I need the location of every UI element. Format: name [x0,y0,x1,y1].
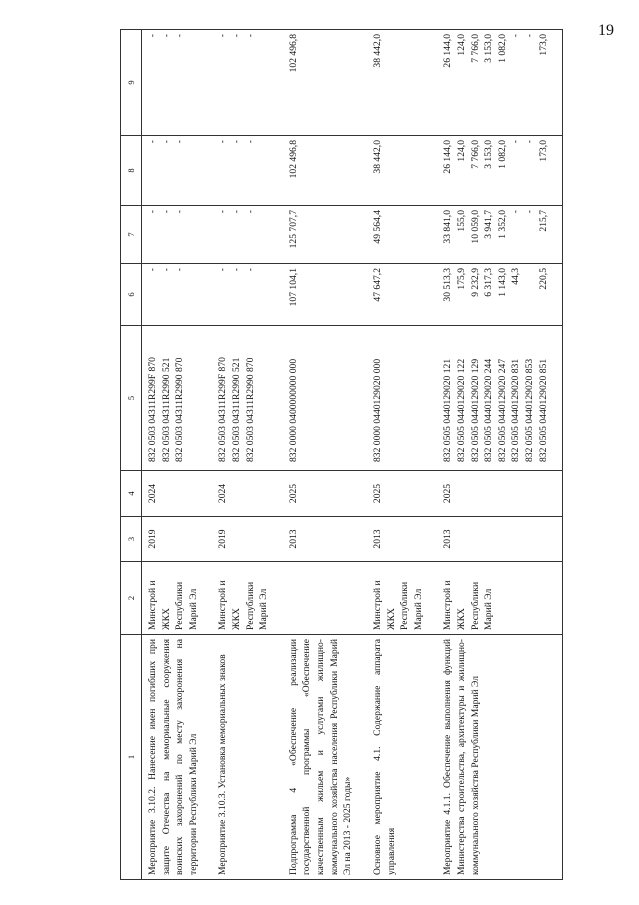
measure-name: Мероприятие 4.1.1. Обеспечение выполнения функций Министерства строительства, архитектуры и жилищно-коммунального хозяйства Республики Марий Эл [442,639,481,875]
page-number: 19 [598,22,614,39]
amount-value: 173,0 [537,34,549,56]
budget-code: 832 0505 0440129020 122 [455,358,467,462]
budget-code: 832 0503 04311R299F 870 [217,357,229,462]
amount-cell-c6 [212,264,282,326]
amount-value: - [217,268,229,272]
amount-value: 47 647,2 [371,268,383,302]
amount-value: - [244,34,256,38]
amount-value: - [147,140,158,144]
amount-value: 125 707,7 [287,210,299,249]
budget-code-cell [283,326,367,471]
end-year-cell [212,471,282,517]
amount-value: - [524,140,536,144]
start-year-cell [283,517,367,562]
table-row [212,30,282,880]
budget-code: 832 0505 0440129020 121 [442,358,454,462]
header-row [121,30,142,880]
amount-value: - [174,34,186,38]
amount-cell-c6 [367,264,437,326]
budget-code: 832 0505 0440129020 247 [496,358,508,462]
amount-value: 102 496,8 [287,140,299,179]
amount-value: 1 082,0 [496,34,508,63]
start-year-cell [142,517,213,562]
header-cell: 7 [121,206,142,264]
amount-value: 173,0 [537,140,549,162]
table-row [367,30,437,880]
budget-code-cell [367,326,437,471]
amount-cell-c8 [212,136,282,206]
measure-name-cell [142,635,213,880]
amount-cell-c6 [283,264,367,326]
measure-name: Подпрограмма 4 «Обеспечение реализации государственной программы «Обеспечение качественным жильем и услугами жилищно-коммунального хозяйства населения Республики Марий Эл на 2013 - 2025 годы» [287,639,354,875]
measure-name-cell [437,635,562,880]
amount-value: 124,0 [455,34,467,56]
amount-cell-c8 [283,136,367,206]
budget-code: 832 0503 04311R2990 870 [174,357,186,462]
amount-cell-c8 [142,136,213,206]
end-year-cell [283,471,367,517]
executor-cell [437,562,562,635]
budget-code: 832 0505 0440129020 244 [483,358,495,462]
amount-cell-c9 [142,30,213,136]
amount-cell-c9 [367,30,437,136]
header-cell: 4 [121,471,142,517]
start-year-cell [212,517,282,562]
measure-name-cell [283,635,367,880]
amount-cell-c7 [142,206,213,264]
start-year: 2019 [217,529,229,549]
end-year: 2025 [442,483,454,504]
amount-value: 7 766,0 [469,140,481,169]
amount-value: 3 153,0 [483,34,495,63]
measure-name: Мероприятие 3.10.3. Установка мемориальных знаков [217,654,229,875]
table-row [283,30,367,880]
executor-cell [367,562,437,635]
amount-value: 49 564,4 [371,210,383,244]
start-year: 2013 [442,529,454,549]
amount-value: 7 766,0 [469,34,481,63]
amount-value: 26 144,0 [442,140,454,174]
amount-value: 1 352,0 [496,210,508,239]
amount-cell-c8 [437,136,562,206]
amount-value: 44,3 [510,268,522,285]
rotated-table-container [120,30,585,880]
amount-value: - [160,34,172,38]
start-year: 2019 [147,529,158,549]
header-cell: 6 [121,264,142,326]
measure-name-cell [367,635,437,880]
amount-value: - [510,140,522,144]
amount-value: - [510,210,522,214]
start-year: 2013 [287,529,299,549]
executor-cell [212,562,282,635]
amount-value: 26 144,0 [442,34,454,68]
amount-value: 175,9 [455,268,467,290]
budget-code-cell [212,326,282,471]
amount-value: - [231,140,243,144]
budget-code: 832 0503 04311R299F 870 [147,357,158,462]
table-body [142,30,563,880]
end-year-cell [437,471,562,517]
amount-value: 1 143,0 [496,268,508,297]
end-year: 2024 [217,483,229,504]
budget-code-cell [437,326,562,471]
executor: Минстрой и ЖКХ Республики Марий Эл [442,580,495,630]
amount-cell-c7 [212,206,282,264]
executor: Минстрой и ЖКХ Республики Марий Эл [371,580,424,630]
amount-value [523,268,537,321]
amount-value: - [174,140,186,144]
header-cell: 9 [121,30,142,136]
amount-value: - [244,268,256,272]
budget-code: 832 0503 04311R2990 521 [160,357,172,462]
amount-value: - [217,140,229,144]
budget-code: 832 0000 0400000000 000 [287,358,299,462]
amount-cell-c8 [367,136,437,206]
end-year: 2025 [287,483,299,504]
amount-value: - [524,210,536,214]
amount-cell-c7 [437,206,562,264]
amount-value: - [231,268,243,272]
table-row [142,30,213,880]
amount-value: - [147,34,158,38]
executor: Минстрой и ЖКХ Республики Марий Эл [217,580,270,630]
amount-value: - [147,210,158,214]
amount-value: 9 232,9 [469,268,481,297]
budget-table [120,29,563,880]
executor-cell [142,562,213,635]
amount-value: - [217,210,229,214]
amount-value: 38 442,0 [371,140,383,174]
amount-value: - [174,268,186,272]
amount-cell-c9 [437,30,562,136]
amount-value: 124,0 [455,140,467,162]
amount-value: - [510,34,522,38]
budget-code: 832 0505 0440129020 831 [510,358,522,462]
amount-value: - [244,140,256,144]
header-cell: 3 [121,517,142,562]
amount-cell-c6 [437,264,562,326]
amount-value: 30 513,3 [442,268,454,302]
budget-code: 832 0505 0440129020 851 [537,358,549,462]
start-year: 2013 [371,529,383,549]
amount-value: - [231,34,243,38]
end-year-cell [367,471,437,517]
amount-value: 1 082,0 [496,140,508,169]
budget-code: 832 0503 04311R2990 870 [244,357,256,462]
amount-value: - [524,34,536,38]
header-cell: 5 [121,326,142,471]
amount-value: - [160,210,172,214]
amount-value: 220,5 [537,268,549,290]
amount-value: 102 496,8 [287,34,299,73]
amount-value: 107 104,1 [287,268,299,307]
amount-cell-c6 [142,264,213,326]
amount-value: - [217,34,229,38]
measure-name-cell [212,635,282,880]
start-year-cell [437,517,562,562]
amount-value: 38 442,0 [371,34,383,68]
budget-code-cell [142,326,213,471]
executor: Минстрой и ЖКХ Республики Марий Эл [147,580,199,630]
executor-cell [283,562,367,635]
table-row [437,30,562,880]
amount-cell-c9 [283,30,367,136]
budget-code: 832 0505 0440129020 853 [524,358,536,462]
amount-cell-c7 [367,206,437,264]
amount-value: 155,0 [455,210,467,232]
start-year-cell [367,517,437,562]
end-year-cell [142,471,213,517]
budget-code: 832 0000 0440129020 000 [371,358,383,462]
budget-code: 832 0505 0440129020 129 [469,358,481,462]
amount-cell-c9 [212,30,282,136]
amount-value: - [160,140,172,144]
header-cell: 8 [121,136,142,206]
amount-value: - [231,210,243,214]
amount-value: 215,7 [537,210,549,232]
amount-value: 3 941,7 [483,210,495,239]
amount-value: - [160,268,172,272]
end-year: 2024 [147,483,158,504]
amount-value: - [244,210,256,214]
header-cell: 1 [121,635,142,880]
amount-value: 6 317,3 [483,268,495,297]
amount-value: 33 841,0 [442,210,454,244]
header-cell: 2 [121,562,142,635]
amount-value: 3 153,0 [483,140,495,169]
measure-name: Основное мероприятие 4.1. Содержание аппарата управления [371,639,397,875]
end-year: 2025 [371,483,383,504]
amount-value: - [174,210,186,214]
amount-cell-c7 [283,206,367,264]
amount-value: 10 059,0 [469,210,481,244]
amount-value: - [147,268,158,272]
budget-code: 832 0503 04311R2990 521 [231,357,243,462]
measure-name: Мероприятие 3.10.2. Нанесение имен погибших при защите Отечества на мемориальные сооружения воинских захоронений по месту захоронения на территории Республики Марий Эл [147,639,199,875]
